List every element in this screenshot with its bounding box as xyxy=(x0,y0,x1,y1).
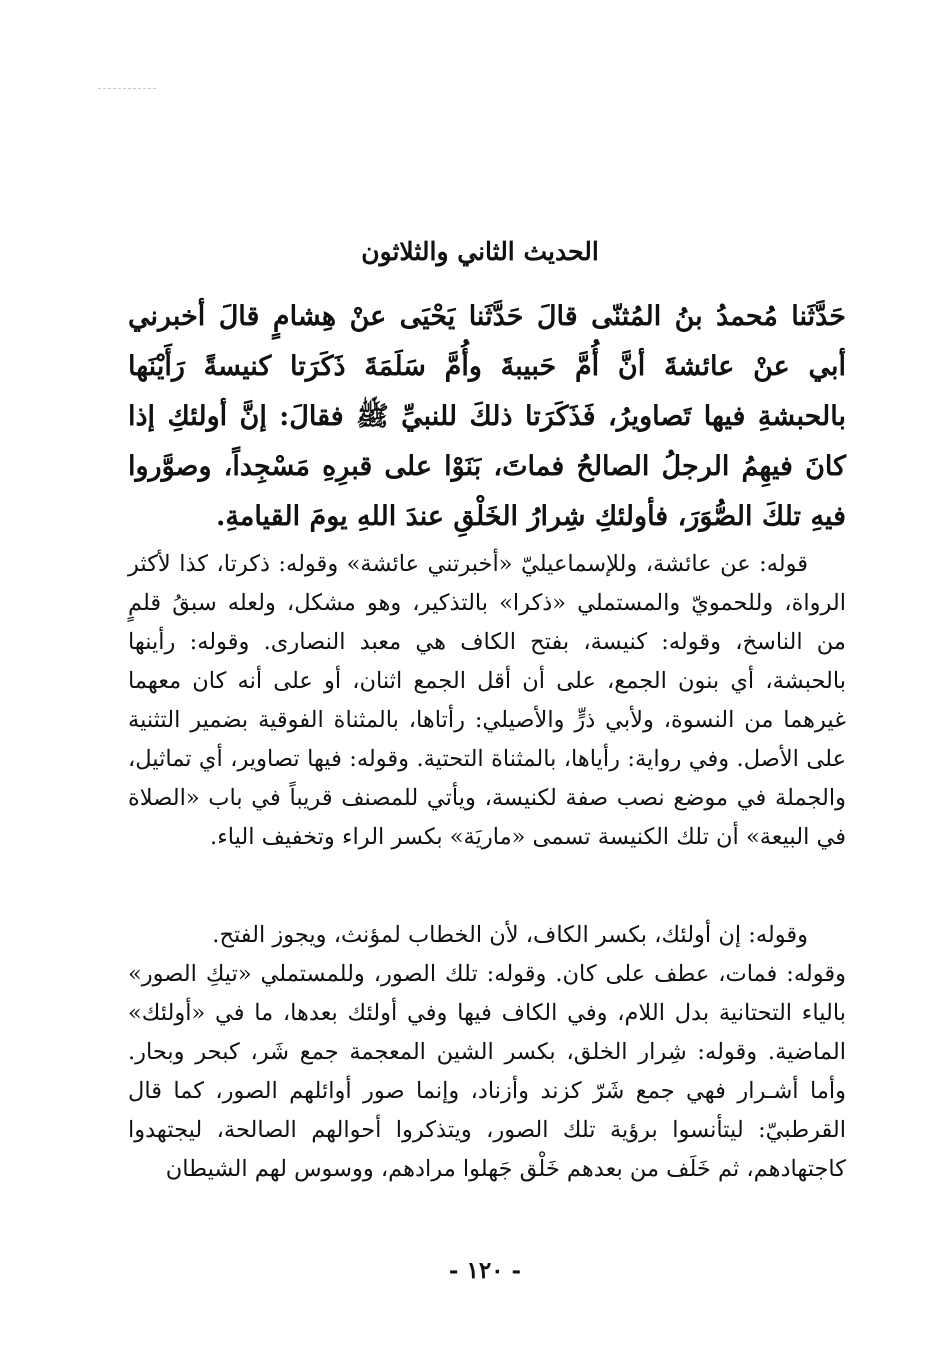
hadith-text xyxy=(128,292,846,542)
hadith-heading: الحديث الثاني والثلاثون xyxy=(361,237,599,266)
hadith-paragraph: حَدَّثَنا مُحمدُ بنُ المُثنّى قالَ حَدَّثَنا يَحْيَى عنْ هِشامٍ قالَ أخبرني أبي عنْ عائشةَ أنَّ أُمَّ حَبيبةَ وأُمَّ سَلَمَةَ ذَكَرَتا كنيسةً رَأَيْنَها بالحبشةِ فيها تَصاويرُ، فَذَكَرَتا ذلكَ للنبيِّ ﷺ فقالَ: إنَّ أولئكِ إذا كانَ فيهِمُ الرجلُ الصالحُ فماتَ، بَنَوْا على قبرِهِ مَسْجِداً، وصوَّروا فيهِ تلكَ الصُّوَرَ، فأولئكِ شِرارُ الخَلْقِ عندَ اللهِ يومَ القيامةِ. xyxy=(128,301,846,532)
commentary-block-1 xyxy=(128,545,846,857)
commentary-block-2 xyxy=(128,916,846,1189)
page-number: - ١٢٠ - xyxy=(448,1257,522,1284)
commentary-paragraph: وقوله: إن أولئك، بكسر الكاف، لأن الخطاب لمؤنث، ويجوز الفتح. xyxy=(212,922,808,948)
scan-artifact xyxy=(98,88,156,89)
commentary-paragraph: قوله: عن عائشة، وللإسماعيليّ «أخبرتني عائشة» وقوله: ذكرتا، كذا لأكثر الرواة، وللحمويّ والمستملي «ذكرا» بالتذكير، وهو مشكل، ولعله سبقُ قلمٍ من الناسخ، وقوله: كنيسة، بفتح الكاف هي معبد النصارى. وقوله: رأينها بالحبشة، أي بنون الجمع، على أن أقل الجمع اثنان، أو على أنه كان معهما غيرهما من النسوة، ولأبي ذرٍّ والأصيلي: رأتاها، بالمثناة الفوقية بضمير التثنية على الأصل. وفي رواية: رأياها، بالمثناة التحتية. وقوله: فيها تصاوير، أي تماثيل، والجملة في موضع نصب صفة لكنيسة، ويأتي للمصنف قريباً في باب «الصلاة في البيعة» أن تلك الكنيسة تسمى «ماريَة» بكسر الراء وتخفيف الياء. xyxy=(128,551,846,850)
commentary-paragraph: وقوله: فمات، عطف على كان. وقوله: تلك الصور، وللمستملي «تيكِ الصور» بالياء التحتانية بدل اللام، وفي الكاف فيها وفي أولئك بعدها، ما في «أولئك» الماضية. وقوله: شِرار الخلق، بكسر الشين المعجمة جمع شَر، كبحر وبحار. وأما أشـرار فهي جمع شَرّ كزند وأزناد، وإنما صور أوائلهم الصور، كما قال القرطبيّ: ليتأنسوا برؤية تلك الصور، ويتذكروا أحوالهم الصالحة، ليجتهدوا كاجتهادهم، ثم خَلَف من بعدهم خَلْق جَهلوا مرادهم، ووسوس لهم الشيطان xyxy=(128,961,846,1182)
